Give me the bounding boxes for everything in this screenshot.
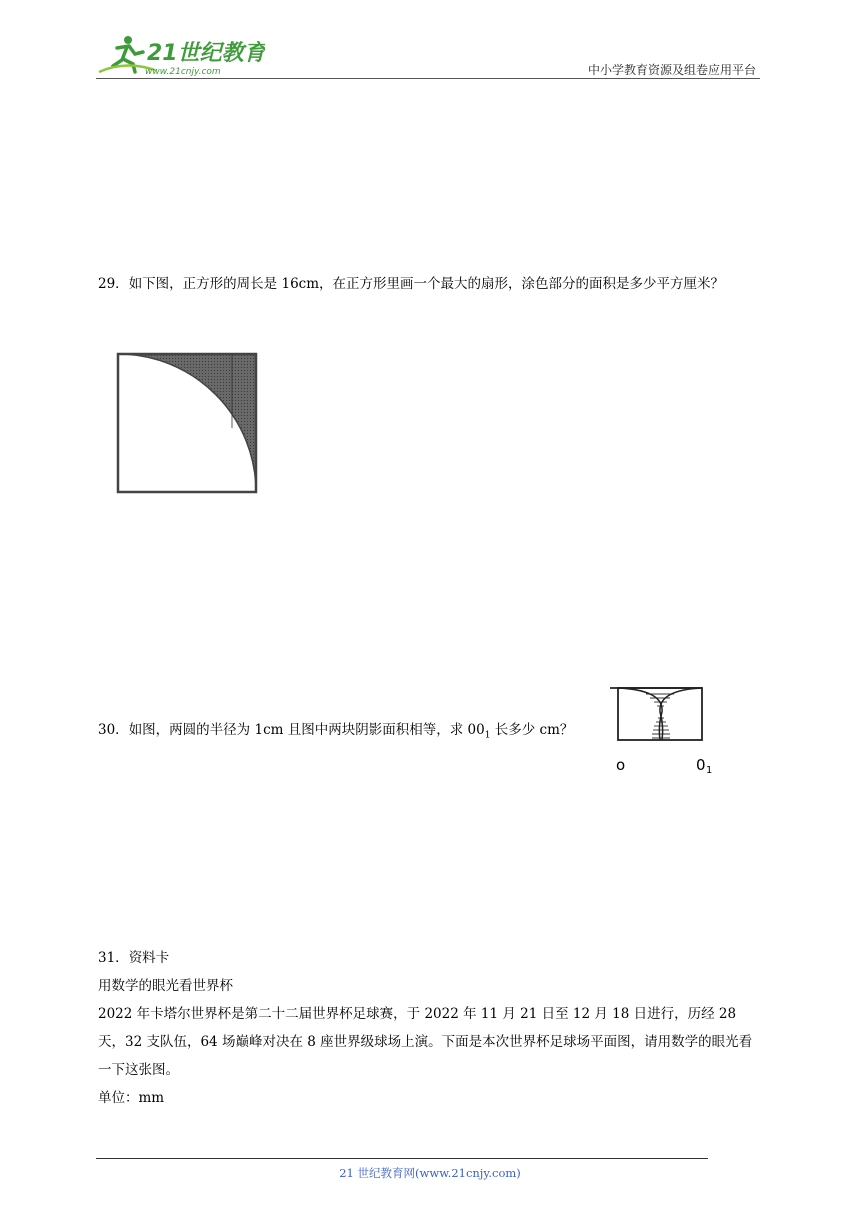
question-30-subscript: 1 — [484, 730, 491, 741]
question-31-subtitle: 用数学的眼光看世界杯 — [98, 978, 233, 994]
question-29-text: 如下图，正方形的周长是 16cm，在正方形里画一个最大的扇形，涂色部分的面积是多少平方厘米？ — [128, 276, 725, 292]
header-divider — [96, 78, 760, 79]
figure-square-sector — [114, 348, 260, 496]
logo-url-text: www.21cnjy.com — [145, 67, 221, 77]
question-31-unit: 单位：mm — [98, 1090, 165, 1106]
site-logo — [95, 30, 265, 80]
footer-divider — [96, 1158, 708, 1159]
label-o: o — [616, 756, 626, 774]
footer-link[interactable]: 21 世纪教育网(www.21cnjy.com) — [339, 1166, 521, 1180]
logo-text: 21世纪教育 — [147, 41, 265, 66]
label-o1-subscript: 1 — [706, 765, 713, 774]
right-circle-arc — [660, 688, 702, 740]
label-o1: 0 — [696, 756, 706, 774]
question-29-number: 29． — [98, 276, 129, 292]
question-29 — [98, 270, 762, 298]
figure-two-circles — [606, 682, 722, 774]
question-30-number: 30． — [98, 722, 129, 738]
question-31-title-line — [98, 944, 762, 972]
shaded-region — [118, 354, 256, 492]
question-31 — [98, 944, 762, 1112]
question-31-title: 资料卡 — [128, 950, 170, 966]
question-30 — [98, 716, 573, 750]
logo-graphic — [95, 30, 265, 80]
left-circle-arc — [618, 688, 662, 740]
question-31-number: 31． — [98, 950, 129, 966]
question-30-text-after: 长多少 cm？ — [490, 722, 574, 738]
question-30-text-before: 如图，两圆的半径为 1cm 且图中两块阴影面积相等，求 00 — [128, 722, 485, 738]
platform-tagline: 中小学教育资源及组卷应用平台 — [587, 63, 756, 77]
question-31-paragraph: 2022 年卡塔尔世界杯是第二十二届世界杯足球赛，于 2022 年 11 月 21 日至 12 月 18 日进行，历经 28 天，32 支队伍，64 场巅峰对决在 8 座世界级球场上演。下面是本次世界杯足球场平面图，请用数学的眼光看一下这张图。 — [98, 1006, 753, 1078]
